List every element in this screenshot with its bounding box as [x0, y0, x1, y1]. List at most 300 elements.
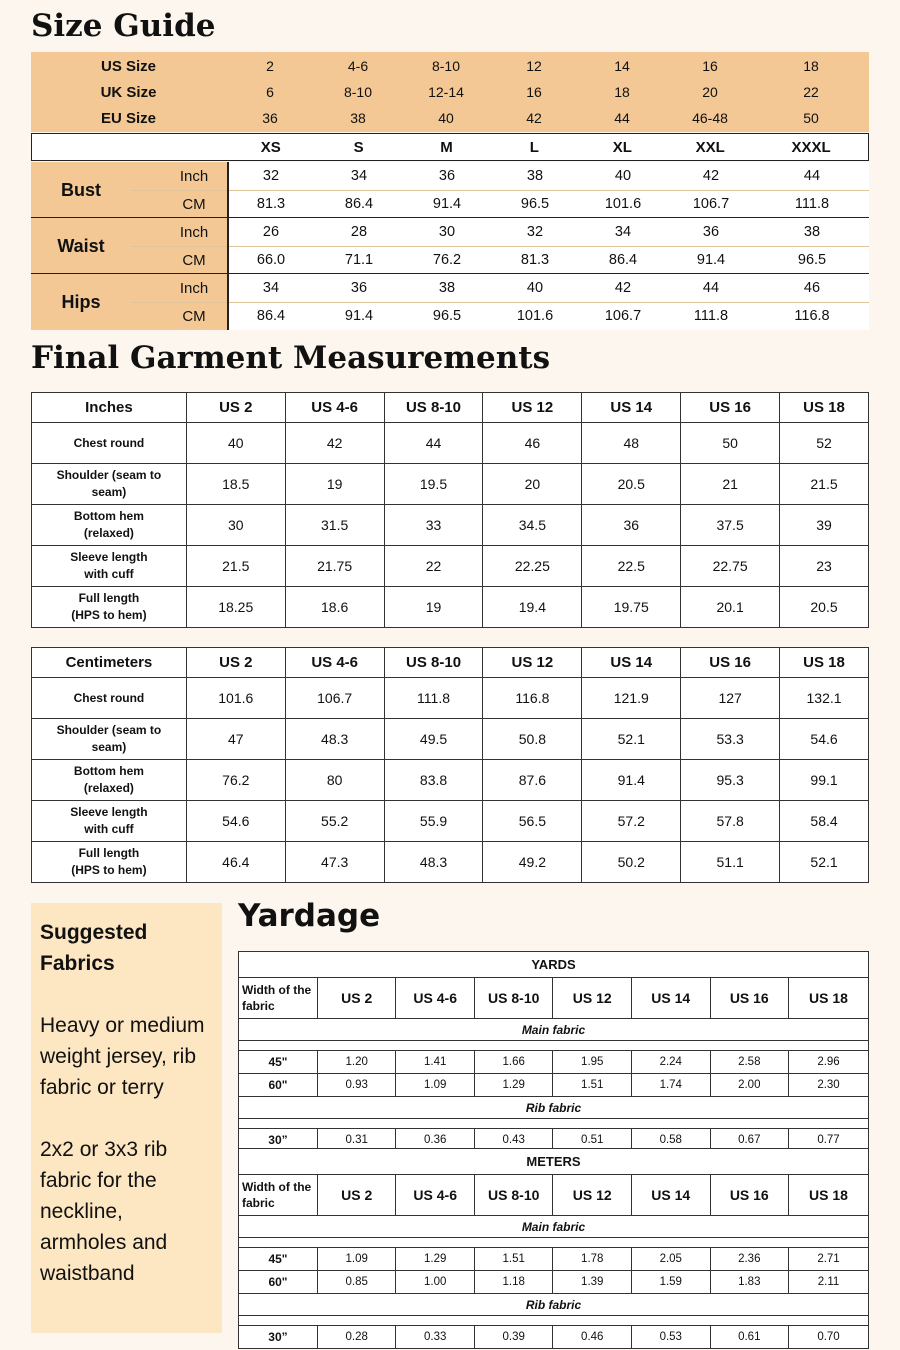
rib-fabric-label: Rib fabric — [239, 1294, 869, 1316]
yardage-row — [239, 1248, 869, 1271]
size-value: 50 — [803, 110, 819, 126]
inch-value: 38 — [803, 224, 821, 240]
value-cell: 51.1 — [681, 842, 780, 883]
yardage-value: 1.09 — [396, 1074, 475, 1097]
size-value: 8-10 — [343, 84, 373, 100]
value-cell: 49.5 — [384, 719, 483, 760]
header-cell: US 2 — [186, 393, 285, 423]
yardage-row — [239, 1326, 869, 1349]
header-cell: US 14 — [582, 393, 681, 423]
table-row — [32, 546, 869, 587]
yardage-value: 2.00 — [710, 1074, 789, 1097]
spacer-row — [239, 1238, 869, 1248]
row-label — [32, 423, 187, 464]
value-cell: 111.8 — [384, 678, 483, 719]
inch-value: 40 — [526, 280, 544, 296]
spacer-row — [239, 1316, 869, 1326]
value-cell: 39 — [780, 505, 869, 546]
inch-value: 46 — [803, 280, 821, 296]
inch-value: 44 — [803, 168, 821, 184]
caption-row — [239, 952, 869, 978]
yardage-value: 1.18 — [474, 1271, 553, 1294]
cm-value: 66.0 — [256, 252, 286, 268]
yardage-value: 1.59 — [632, 1271, 711, 1294]
yardage-value: 0.51 — [553, 1129, 632, 1152]
row-label — [32, 678, 187, 719]
yardage-value: 0.77 — [789, 1129, 869, 1152]
table-row — [32, 505, 869, 546]
spacer-cell — [239, 1041, 869, 1051]
value-cell: 42 — [285, 423, 384, 464]
row-label-line: with cuff — [84, 822, 134, 836]
row-label-line: Sleeve length — [70, 805, 148, 819]
main-fabric-row — [239, 1019, 869, 1041]
value-cell: 20.5 — [780, 587, 869, 628]
header-cell: US 18 — [780, 648, 869, 678]
table-caption: METERS — [239, 1149, 869, 1175]
letter-size: XXL — [695, 138, 725, 156]
yardage-value: 0.43 — [474, 1129, 553, 1152]
yardage-value: 1.00 — [396, 1271, 475, 1294]
yardage-value: 1.66 — [474, 1051, 553, 1074]
value-cell: 22.25 — [483, 546, 582, 587]
header-cell: US 14 — [582, 648, 681, 678]
header-cell: US 18 — [780, 393, 869, 423]
row-label-line: Sleeve length — [70, 550, 148, 564]
spacer-cell — [239, 1119, 869, 1129]
unit-inch-label: Inch — [131, 218, 227, 246]
value-cell: 52.1 — [780, 842, 869, 883]
value-cell: 49.2 — [483, 842, 582, 883]
yardage-value: 0.31 — [317, 1129, 396, 1152]
yardage-value: 1.51 — [474, 1248, 553, 1271]
row-label-line: Bottom hem — [73, 764, 144, 778]
header-cell: Inches — [32, 393, 187, 423]
cm-value: 91.4 — [696, 252, 726, 268]
value-cell: 18.25 — [186, 587, 285, 628]
value-cell: 54.6 — [186, 801, 285, 842]
cm-value: 91.4 — [344, 308, 374, 324]
fabric-suggestion-main: Heavy or medium weight jersey, rib fabric or terry — [40, 1014, 205, 1099]
size-value: 6 — [266, 84, 274, 100]
letter-size: S — [353, 138, 364, 156]
cm-value: 106.7 — [692, 196, 730, 212]
value-cell: 23 — [780, 546, 869, 587]
value-cell: 57.2 — [582, 801, 681, 842]
measurement-group-bust — [31, 162, 869, 218]
cm-values — [227, 246, 869, 274]
inch-value: 34 — [262, 280, 280, 296]
fabric-width: 45" — [239, 1248, 318, 1271]
yardage-value: 2.11 — [789, 1271, 869, 1294]
yardage-value: 2.30 — [789, 1074, 869, 1097]
spacer-row — [239, 1119, 869, 1129]
row-label-line: Full length — [78, 846, 140, 860]
table-row — [32, 760, 869, 801]
size-guide-body-measurements — [31, 162, 869, 330]
caption-row — [239, 1149, 869, 1175]
inch-value: 32 — [262, 168, 280, 184]
yardage-value: 0.46 — [553, 1326, 632, 1349]
size-value: 38 — [350, 110, 366, 126]
letter-size: XS — [260, 138, 281, 156]
inch-value: 28 — [350, 224, 368, 240]
row-label-line: seam) — [91, 485, 127, 499]
main-fabric-row — [239, 1216, 869, 1238]
value-cell: 121.9 — [582, 678, 681, 719]
value-cell: 22.5 — [582, 546, 681, 587]
width-label-line: Width of the — [242, 1180, 312, 1194]
value-cell: 20.5 — [582, 464, 681, 505]
rib-fabric-label: Rib fabric — [239, 1097, 869, 1119]
value-cell: 57.8 — [681, 801, 780, 842]
value-cell: 132.1 — [780, 678, 869, 719]
value-cell: 53.3 — [681, 719, 780, 760]
fabric-width: 30” — [239, 1326, 318, 1349]
fabric-width: 60" — [239, 1074, 318, 1097]
size-value: 12 — [526, 58, 542, 74]
yardage-value: 1.74 — [632, 1074, 711, 1097]
value-cell: 101.6 — [186, 678, 285, 719]
size-value: 14 — [614, 58, 630, 74]
yardage-value: 2.58 — [710, 1051, 789, 1074]
value-cell: 48.3 — [384, 842, 483, 883]
size-guide-conversion — [31, 52, 869, 132]
final-measurements-title: Final Garment Measurements — [31, 340, 551, 376]
value-cell: 127 — [681, 678, 780, 719]
inch-value: 42 — [702, 168, 720, 184]
value-cell: 21.5 — [186, 546, 285, 587]
size-guide-title: Size Guide — [31, 8, 216, 44]
size-header-cell: US 18 — [789, 1175, 869, 1216]
value-cell: 18.6 — [285, 587, 384, 628]
header-row — [32, 648, 869, 678]
header-cell: US 12 — [483, 393, 582, 423]
yardage-value: 0.39 — [474, 1326, 553, 1349]
cm-value: 101.6 — [516, 308, 554, 324]
cm-value: 86.4 — [256, 308, 286, 324]
unit-cm-label: CM — [131, 302, 227, 330]
final-measurements-cm-table — [31, 647, 869, 883]
size-value: 40 — [438, 110, 454, 126]
measurement-name: Hips — [31, 274, 131, 330]
value-cell: 99.1 — [780, 760, 869, 801]
value-cell: 48.3 — [285, 719, 384, 760]
size-value: 18 — [614, 84, 630, 100]
value-cell: 116.8 — [483, 678, 582, 719]
inch-values — [227, 218, 869, 246]
unit-cm-label: CM — [131, 246, 227, 274]
value-cell: 83.8 — [384, 760, 483, 801]
yardage-value: 0.85 — [317, 1271, 396, 1294]
row-label-line: Chest round — [73, 435, 145, 450]
size-system-label: EU Size — [100, 109, 157, 127]
table-row — [32, 587, 869, 628]
size-header-cell: US 14 — [632, 1175, 711, 1216]
yardage-value: 0.58 — [632, 1129, 711, 1152]
yardage-meters-table — [238, 1148, 869, 1349]
value-cell: 22 — [384, 546, 483, 587]
measurement-name: Bust — [31, 162, 131, 218]
yardage-row — [239, 1051, 869, 1074]
table-row — [32, 842, 869, 883]
size-header-cell: US 4-6 — [396, 978, 475, 1019]
inch-value: 26 — [262, 224, 280, 240]
value-cell: 48 — [582, 423, 681, 464]
size-value: 4-6 — [347, 58, 369, 74]
row-label-line: with cuff — [84, 567, 134, 581]
width-label-line: fabric — [242, 1196, 275, 1210]
table-row — [32, 678, 869, 719]
yardage-title: Yardage — [238, 898, 381, 934]
size-header-cell: US 18 — [789, 978, 869, 1019]
cm-value: 96.5 — [797, 252, 827, 268]
inch-value: 32 — [526, 224, 544, 240]
yardage-value: 0.67 — [710, 1129, 789, 1152]
value-cell: 30 — [186, 505, 285, 546]
size-value: 42 — [526, 110, 542, 126]
rib-fabric-row — [239, 1097, 869, 1119]
spacer-cell — [239, 1238, 869, 1248]
value-cell: 55.2 — [285, 801, 384, 842]
yardage-value: 2.05 — [632, 1248, 711, 1271]
cm-value: 81.3 — [256, 196, 286, 212]
row-label — [32, 505, 187, 546]
yardage-value: 0.53 — [632, 1326, 711, 1349]
inch-value: 44 — [702, 280, 720, 296]
cm-value: 106.7 — [604, 308, 642, 324]
row-label — [32, 719, 187, 760]
width-label — [239, 1175, 318, 1216]
spacer-cell — [239, 1316, 869, 1326]
row-label-line: Full length — [78, 591, 140, 605]
cm-value: 81.3 — [520, 252, 550, 268]
row-label — [32, 546, 187, 587]
size-system-row — [31, 105, 869, 131]
yardage-row — [239, 1271, 869, 1294]
size-value: 20 — [702, 84, 718, 100]
main-fabric-label: Main fabric — [239, 1019, 869, 1041]
row-label-line: Shoulder (seam to — [56, 468, 162, 482]
size-system-row — [31, 79, 869, 105]
inch-value: 34 — [614, 224, 632, 240]
inch-values — [227, 274, 869, 302]
value-cell: 36 — [582, 505, 681, 546]
size-value: 22 — [803, 84, 819, 100]
letter-size: XL — [612, 138, 632, 156]
inch-value: 42 — [614, 280, 632, 296]
rib-fabric-row — [239, 1294, 869, 1316]
yardage-row — [239, 1074, 869, 1097]
table-caption: YARDS — [239, 952, 869, 978]
value-cell: 87.6 — [483, 760, 582, 801]
row-label-line: (HPS to hem) — [71, 608, 147, 622]
cm-value: 96.5 — [432, 308, 462, 324]
header-cell: US 12 — [483, 648, 582, 678]
value-cell: 58.4 — [780, 801, 869, 842]
table-row — [32, 801, 869, 842]
measurement-group-hips — [31, 274, 869, 330]
value-cell: 21.5 — [780, 464, 869, 505]
suggested-fabrics-panel — [31, 903, 222, 1333]
yardage-value: 2.24 — [632, 1051, 711, 1074]
cm-value: 111.8 — [693, 308, 729, 324]
yardage-value: 1.83 — [710, 1271, 789, 1294]
width-label — [239, 978, 318, 1019]
value-cell: 34.5 — [483, 505, 582, 546]
yardage-value: 0.36 — [396, 1129, 475, 1152]
size-header-cell: US 8-10 — [474, 978, 553, 1019]
inch-value: 30 — [438, 224, 456, 240]
value-cell: 50.2 — [582, 842, 681, 883]
inch-value: 38 — [438, 280, 456, 296]
cm-value: 96.5 — [520, 196, 550, 212]
header-cell: US 4-6 — [285, 648, 384, 678]
table-row — [32, 719, 869, 760]
size-value: 18 — [803, 58, 819, 74]
width-label-line: fabric — [242, 999, 275, 1013]
yardage-value: 1.20 — [317, 1051, 396, 1074]
cm-value: 91.4 — [432, 196, 462, 212]
size-value: 16 — [702, 58, 718, 74]
cm-value: 111.8 — [794, 196, 830, 212]
row-label-line: Chest round — [73, 690, 145, 705]
unit-cm-label: CM — [131, 190, 227, 218]
row-label — [32, 801, 187, 842]
value-cell: 50 — [681, 423, 780, 464]
row-label-line: Bottom hem — [73, 509, 144, 523]
value-cell: 95.3 — [681, 760, 780, 801]
yardage-value: 2.71 — [789, 1248, 869, 1271]
value-cell: 52 — [780, 423, 869, 464]
row-label-line: (HPS to hem) — [71, 863, 147, 877]
fabric-suggestion-rib: 2x2 or 3x3 rib fabric for the neckline, armholes and waistband — [40, 1138, 168, 1285]
size-header-cell: US 2 — [317, 978, 396, 1019]
value-cell: 54.6 — [780, 719, 869, 760]
row-label-line: Shoulder (seam to — [56, 723, 162, 737]
letter-size: L — [529, 138, 539, 156]
yardage-value: 1.09 — [317, 1248, 396, 1271]
size-header-cell: US 8-10 — [474, 1175, 553, 1216]
unit-inch-label: Inch — [131, 162, 227, 190]
inch-value: 34 — [350, 168, 368, 184]
row-label-line: (relaxed) — [83, 526, 134, 540]
value-cell: 44 — [384, 423, 483, 464]
value-cell: 18.5 — [186, 464, 285, 505]
cm-value: 86.4 — [608, 252, 638, 268]
value-cell: 19.75 — [582, 587, 681, 628]
table-row — [32, 464, 869, 505]
value-cell: 56.5 — [483, 801, 582, 842]
yardage-value: 1.41 — [396, 1051, 475, 1074]
cm-value: 71.1 — [344, 252, 374, 268]
yardage-value: 0.28 — [317, 1326, 396, 1349]
yardage-value: 1.51 — [553, 1074, 632, 1097]
unit-inch-label: Inch — [131, 274, 227, 302]
yardage-value: 0.93 — [317, 1074, 396, 1097]
letter-size: XXXL — [791, 138, 831, 156]
fabric-width: 30” — [239, 1129, 318, 1152]
fabric-width: 45" — [239, 1051, 318, 1074]
size-header-cell: US 14 — [632, 978, 711, 1019]
value-cell: 47 — [186, 719, 285, 760]
fabric-width: 60" — [239, 1271, 318, 1294]
size-system-label: UK Size — [100, 83, 157, 101]
header-cell: Centimeters — [32, 648, 187, 678]
yardage-yards-table — [238, 951, 869, 1152]
cm-values — [227, 302, 869, 330]
header-cell: US 8-10 — [384, 393, 483, 423]
yardage-value: 2.96 — [789, 1051, 869, 1074]
width-label-line: Width of the — [242, 983, 312, 997]
value-cell: 20 — [483, 464, 582, 505]
value-cell: 21.75 — [285, 546, 384, 587]
size-value: 2 — [266, 58, 274, 74]
yardage-value: 1.95 — [553, 1051, 632, 1074]
yardage-value: 1.78 — [553, 1248, 632, 1271]
letter-size: M — [440, 138, 453, 156]
header-row — [32, 393, 869, 423]
inch-value: 36 — [350, 280, 368, 296]
header-cell: US 16 — [681, 393, 780, 423]
value-cell: 37.5 — [681, 505, 780, 546]
final-measurements-inches-table — [31, 392, 869, 628]
row-label-line: (relaxed) — [83, 781, 134, 795]
yardage-value: 0.33 — [396, 1326, 475, 1349]
inch-values — [227, 162, 869, 190]
value-cell: 33 — [384, 505, 483, 546]
row-label-line: seam) — [91, 740, 127, 754]
header-cell: US 2 — [186, 648, 285, 678]
value-cell: 55.9 — [384, 801, 483, 842]
inch-value: 38 — [526, 168, 544, 184]
size-value: 44 — [614, 110, 630, 126]
yardage-value: 0.61 — [710, 1326, 789, 1349]
value-cell: 46 — [483, 423, 582, 464]
size-header-cell: US 12 — [553, 978, 632, 1019]
value-cell: 31.5 — [285, 505, 384, 546]
size-system-label: US Size — [100, 57, 157, 75]
header-cell: US 8-10 — [384, 648, 483, 678]
yardage-value: 1.39 — [553, 1271, 632, 1294]
measurement-name: Waist — [31, 218, 131, 274]
inch-value: 36 — [702, 224, 720, 240]
size-header-cell: US 4-6 — [396, 1175, 475, 1216]
header-cell: US 4-6 — [285, 393, 384, 423]
value-cell: 40 — [186, 423, 285, 464]
size-header-cell: US 2 — [317, 1175, 396, 1216]
value-cell: 52.1 — [582, 719, 681, 760]
size-guide-letter-row — [31, 133, 869, 161]
size-value: 12-14 — [428, 84, 464, 100]
size-header-cell: US 12 — [553, 1175, 632, 1216]
yardage-value: 1.29 — [396, 1248, 475, 1271]
row-label — [32, 760, 187, 801]
size-value: 36 — [262, 110, 278, 126]
cm-values — [227, 190, 869, 218]
size-header-cell: US 16 — [710, 978, 789, 1019]
cm-value: 86.4 — [344, 196, 374, 212]
value-cell: 80 — [285, 760, 384, 801]
value-cell: 22.75 — [681, 546, 780, 587]
row-label — [32, 464, 187, 505]
cm-value: 101.6 — [604, 196, 642, 212]
cm-value: 116.8 — [794, 308, 830, 324]
measurement-group-waist — [31, 218, 869, 274]
size-value: 46-48 — [692, 110, 728, 126]
value-cell: 46.4 — [186, 842, 285, 883]
yardage-value: 2.36 — [710, 1248, 789, 1271]
